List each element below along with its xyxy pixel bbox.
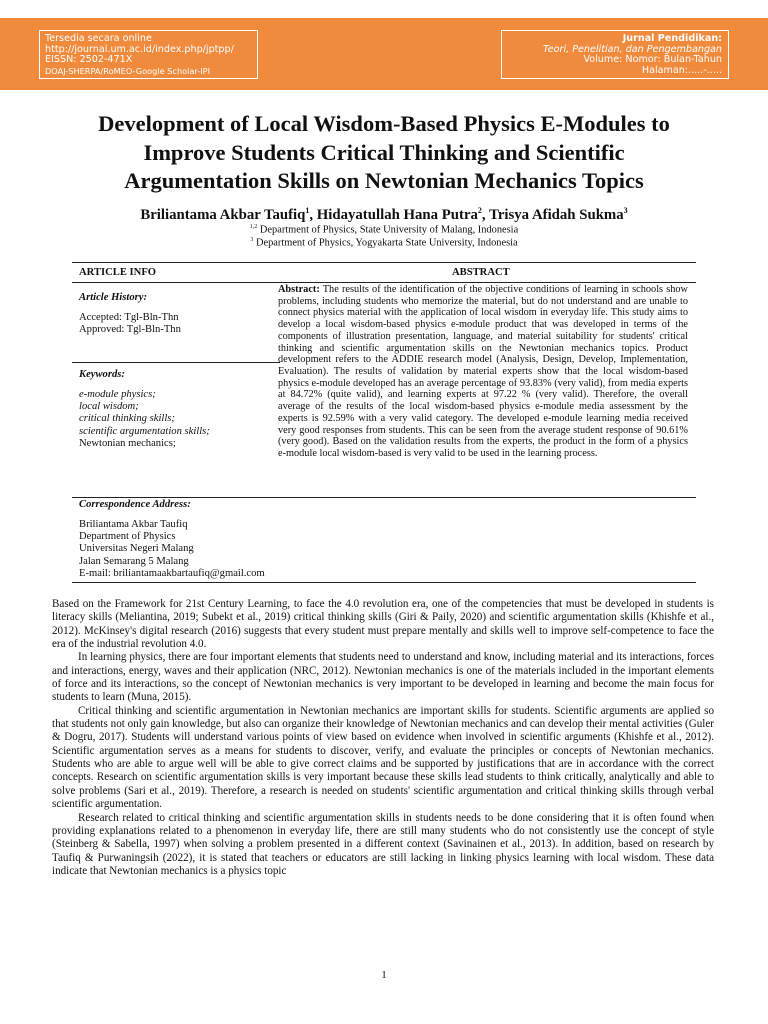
page-number: 1 (381, 969, 387, 981)
affiliation-sup: 3 (250, 237, 254, 243)
correspondence-line: Universitas Negeri Malang (79, 543, 194, 555)
correspondence-label: Correspondence Address: (79, 499, 191, 510)
table-top-rule (72, 262, 696, 263)
abstract-body (278, 284, 688, 460)
body-text (52, 598, 714, 878)
body-paragraph: In learning physics, there are four important elements that students need to understand and know, including material and its interactions, forces and interactions, energy, waves and their application (NRC, 2012). Newtonian mechanics is one of the materials included in the important elements of force and its interactions, so the concept of Newtonian mechanics is very important to be developed in learning and become the main focus for students to learn (Muna, 2015). (52, 651, 714, 704)
correspondence-line: Department of Physics (79, 531, 176, 543)
keywords-rule (72, 497, 280, 498)
abstract-rule (270, 282, 696, 283)
article-history-label: Article History: (79, 292, 147, 303)
author-name: Briliantama Akbar Taufiq (140, 206, 306, 223)
article-info-rule (72, 282, 280, 283)
journal-subtitle: Teori, Penelitian, dan Pengembangan (543, 43, 722, 55)
body-paragraph: Critical thinking and scientific argumentation in Newtonian mechanics are important skills for students. Scientific arguments are applied so that students not only gain knowledge, but also can organize their knowledge of Newtonian mechanics and can develop their mental activities (Guler & Dogru, 2017). Students will understand various points of view based on evidence when involved in scientific arguments (Khishfe et al., 2012). Scientific argumentation serves as a means for students to discover, verify, and evaluate the principles or concepts of Newtonian mechanics. Students who are able to argue well will be able to give correct claims and be supported by justifications that are in accordance with the correct concepts. Research on scientific argumentation skills is very important because these skills lead students to think critically, analytically and able to solve problems (Sari et al., 2019). Therefore, a research is needed on students' scientific argumentation and critical thinking skills through verbal scientific argumentation. (52, 704, 714, 811)
title-line: Improve Students Critical Thinking and Scientific (143, 139, 625, 165)
body-paragraph: Based on the Framework for 21st Century Learning, to face the 4.0 revolution era, one of the competencies that must be developed in students is literacy skills (Meliantina, 2019; Subekt et al., 2019) critical thinking skills (Giri & Paily, 2020) and scientific argumentation skills (Khishfe et al., 2012). McKinsey's digital research (2016) suggests that every student must prepare mentally and skills well to improve self-competence to face the era of the industrial revolution 4.0. (52, 598, 714, 651)
journal-name: Jurnal Pendidikan: (622, 33, 722, 44)
indexing-line: DOAJ-SHERPA/RoMEO-Google Scholar-IPI (45, 65, 210, 76)
title-line: Argumentation Skills on Newtonian Mechanics Topics (124, 168, 644, 193)
affiliation-text: Department of Physics, State University of Malang, Indonesia (259, 224, 519, 236)
pages-line: Halaman:.....-..... (641, 64, 722, 76)
eissn: EISSN: 2502-471X (45, 54, 133, 66)
body-paragraph: Research related to critical thinking and scientific argumentation skills in students needs to be done considering that it is often found when providing explanations related to a phenomenon in everyday life, there are still many students who do not consistently use the concept of style (Steinberg & Sabella, 1997) when solving a problem presented in a different context (Savinainen et al., 2013). In addition, based on research by Taufiq & Purwaningsih (2022), it is stated that teachers or educators are still lacking in linking physics learning with local wisdom. These data indicate that Newtonian mechanics is a physics topic (52, 811, 714, 877)
paper-title (40, 110, 728, 196)
journal-info-box (501, 30, 729, 79)
title-line: Development of Local Wisdom-Based Physics E-Modules to (98, 111, 670, 136)
affiliation (40, 224, 728, 235)
author-name: Trisya Afidah Sukma (489, 206, 624, 223)
accepted-date: Accepted: Tgl-Bln-Thn (79, 312, 179, 323)
affiliation-sup: 1,2 (249, 224, 258, 230)
keyword: scientific argumentation skills; (79, 425, 210, 437)
correspondence-line: Briliantama Akbar Taufiq (79, 519, 188, 530)
author-sup: 2 (477, 206, 482, 215)
availability-line: Tersedia secara online (45, 33, 152, 44)
keyword: Newtonian mechanics; (79, 437, 176, 449)
abstract-bottom-rule (270, 497, 696, 498)
volume-line: Volume: Nomor: Bulan-Tahun (583, 54, 722, 66)
article-info-heading: ARTICLE INFO (79, 267, 157, 278)
keyword: local wisdom; (79, 401, 139, 413)
author-list: Briliantama Akbar Taufiq$^1$, Hidayatullah Hana Putra$^2$, Trisya Afidah Sukma$^3$ (140, 206, 628, 223)
journal-header-band (0, 18, 768, 90)
author-sup: 1 (305, 206, 310, 215)
author-sup: 3 (623, 206, 628, 215)
correspondence-email: E-mail: briliantamaakbartaufiq@gmail.com (79, 567, 265, 579)
abstract-heading: ABSTRACT (452, 267, 510, 278)
table-bottom-rule (72, 582, 696, 583)
affiliation-text: Department of Physics, Yogyakarta State University, Indonesia (255, 237, 518, 249)
availability-box (39, 30, 258, 79)
keywords-label: Keywords: (79, 369, 125, 380)
keyword: critical thinking skills; (79, 413, 175, 425)
correspondence-line: Jalan Semarang 5 Malang (79, 555, 189, 567)
author-name: Hidayatullah Hana Putra (316, 206, 478, 223)
approved-date: Approved: Tgl-Bln-Thn (79, 324, 181, 336)
abstract-label: Abstract: (278, 284, 320, 295)
keyword: e-module physics; (79, 389, 156, 400)
affiliation (40, 237, 728, 248)
keyword-list (79, 389, 210, 450)
article-history (79, 312, 181, 336)
abstract-text: The results of the identification of the objective conditions of learning in schools show problems, including students who memorize the material, but do not understand and are unable to connect physics material with the application of local wisdom in everyday life. This study aims to develop a local wisdom-based physics e-module product that was developed in terms of the components of illustration presentation, language, and material suitability for students' critical thinking and scientific argumentation skills on the Newtonian mechanics topics. Product development refers to the ADDIE research model (Analysis, Design, Develop, Implementation, Evaluation). The results of validation by material experts show that the local wisdom-based physics e-module developed has an average percentage of 93.83% (very valid), from media experts at 84.72% (quite valid), and learning experts at 97.22 % (very valid). Therefore, the overall average of the results of the local wisdom-based physics e-module media assessment by the experts is 92.59% with a very valid category. The developed e-module learning media received very good responses from students. This can be seen from the average student response of 90.61% (very good). Based on the validation results from the experts, the product in the form of a physics e-module local wisdom-based is very valid to be used in the learning process. (278, 284, 688, 460)
history-rule (72, 362, 280, 363)
journal-url[interactable]: http://journal.um.ac.id/index.php/jptpp/ (45, 43, 234, 55)
correspondence-address (79, 519, 265, 580)
